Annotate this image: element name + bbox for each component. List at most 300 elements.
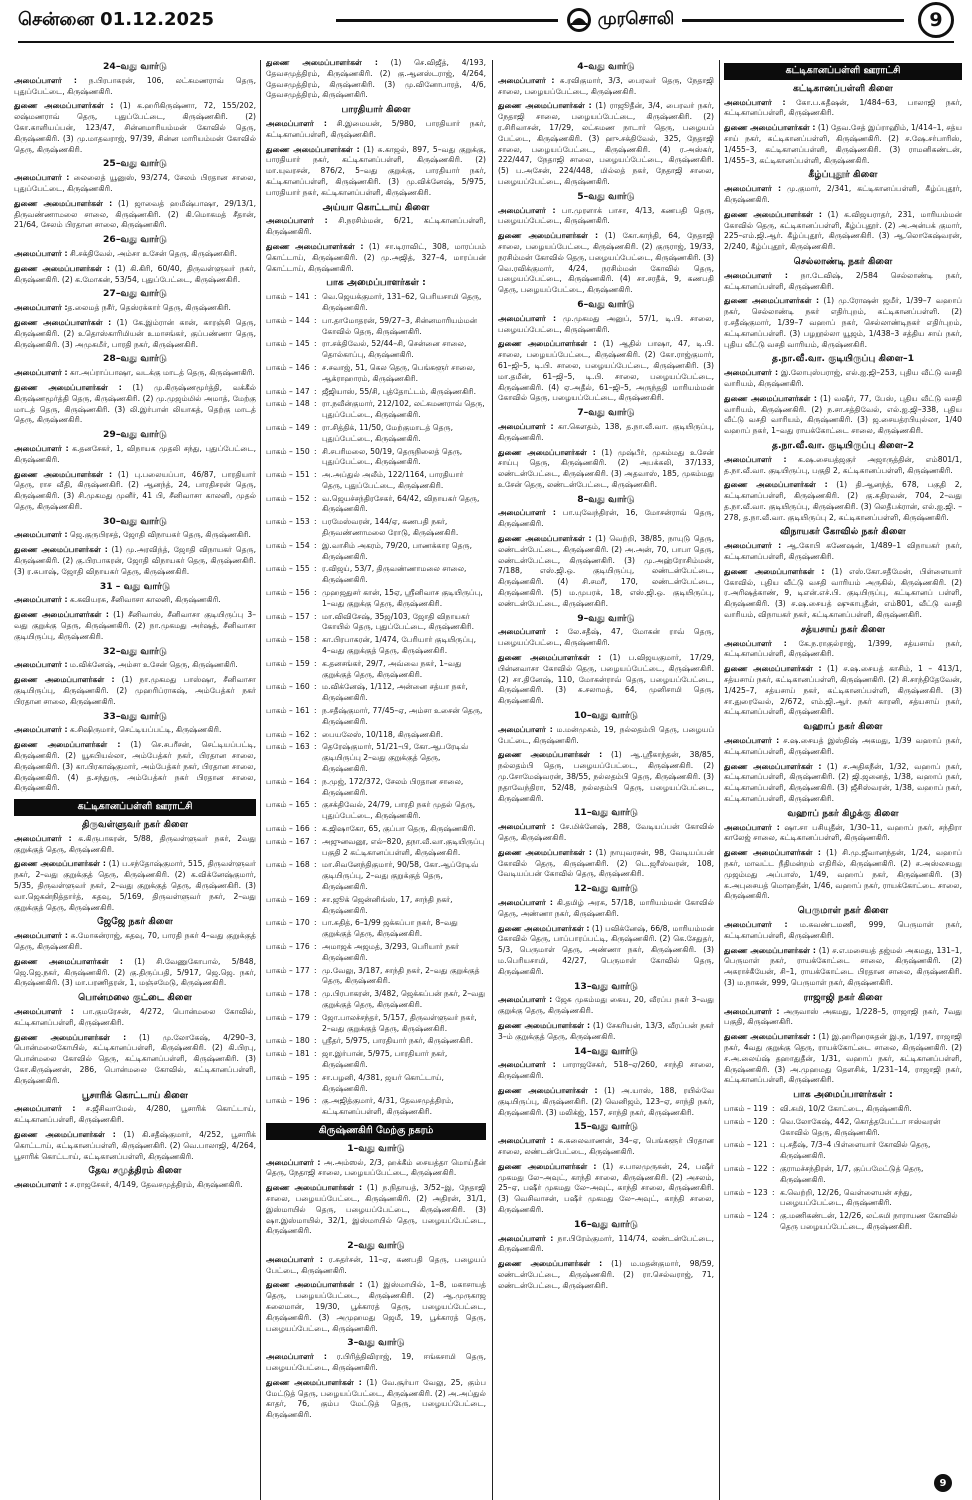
appointee-details: (1) ச.ஷ.சையத் காசிம், 1 – 413/1, சத்யசாய் நகர், கட்டிகானப்பள்ளி, கிருஷ்ணகிரி. (2) சி.சாந்திதேவேன், 1/425–7, சத்யசாய் நகர், கட்டிகானப்பள்ளி, கிருஷ்ணகிரி. (3) சா.துரைவேல், 2/672, எம்.ஜி.ஆர். நகர் காரனி, சத்யசாய் நகர், கட்டிகானப்பள்ளி, கிருஷ்ணகிரி. [724,664,962,717]
appointee-details: சி.நரசிம்மன், 6/21, கட்டிகானப்பள்ளி, கிருஷ்ணகிரி. [266,216,486,237]
booth-number: பாகம் – 170 [266,918,310,928]
booth-number: பாகம் – 169 [266,894,310,904]
booth-entry [266,730,486,741]
appointment-entry [14,725,256,736]
role-label: துணை அமைப்பாளர்கள் : [266,58,378,67]
role-label: அமைப்பாளர் : [724,368,779,378]
section-heading: வஹாப் நகர் கிழக்கு கிளை [787,807,899,819]
appointment-entry [498,822,714,844]
section-heading: 15–வது வார்டு [574,1121,638,1133]
appointment-entry [14,199,256,231]
booth-entry [724,1164,962,1186]
appointment-entry [498,627,714,649]
role-label: அமைப்பாளர் : [14,1180,68,1190]
booth-entry [266,942,486,964]
appointment-entry [724,98,962,120]
appointee-details: (1) கி.கிரி, 60/40, திருவள்ளுவர் நகர், கிருஷ்ணகிரி. (2) க.மோகன், 53/54, புதுப்பேட்டை, கிருஷ்ணகிரி. [14,263,256,284]
booth-organiser: சா.ஜூக் ஜென்னிங்ஸ், 17, சாந்தி நகர், கிருஷ்ணகிரி. [322,894,453,915]
booth-number: பாகம் – 123 [724,1187,768,1197]
appointee-details: (1) சேகரியன், 13/3, வீரப்பன் நகர் 3–ம் குறுக்குத் தெரு, கிருஷ்ணகிரி. [498,1020,714,1041]
booth-separator: : [314,564,317,574]
role-label: துணை அமைப்பாளர்கள் : [724,761,822,771]
booth-separator: : [314,1049,317,1059]
section-heading: 25–வது வார்டு [103,158,167,170]
booth-organiser: ர.விஜய், 53/7, திருவண்ணாமலை சாலை, கிருஷ்ணகிரி. [322,564,467,585]
booth-entry [266,635,486,657]
role-label: துணை அமைப்பாளர்கள் : [14,740,121,750]
booth-separator: : [772,1211,775,1221]
booth-separator: : [314,965,317,975]
role-label: அமைப்பாளர் : [498,421,554,431]
booth-organiser: ந.சதீஷ்குமார், 77/45–ஏ, அம்சா உசைன் தெரு, கிருஷ்ணகிரி. [322,706,483,726]
section-heading: வஹாப் நகர் கிளை [803,721,883,733]
role-label: அமைப்பாளர் : [724,822,780,832]
role-label: துணை அமைப்பாளர்கள் : [724,945,816,955]
role-label: அமைப்பாளர் : [724,541,782,551]
role-label: அமைப்பாளர் : [14,833,72,843]
appointee-details: (1) நாயுவரசன், 98, வேடியப்பன் கோவில் தெரு, கிருஷ்ணகிரி. (2) டெ.ஜரீஸ்வரன், 108, வேடியப்பன் கோவில் தெரு, கிருஷ்ணகிரி. [498,847,714,879]
appointee-details: (1) நா.முகமது பாஸ்ஷா, சீனிவாசா குடியிருப்பு, கிருஷ்ணகிரி. (2) முஹரிப்ராகஷ், அம்பேத்கர் நகர் பிரதான சாலை, கிருஷ்ணகிரி. [14,675,256,706]
role-label: அமைப்பாளர் : [498,508,556,518]
appointment-entry [14,101,256,155]
appointee-details: (1) ந.நிதாயத், 3/52–இ, நேதாஜி சாலை, பழையப்பேட்டை, கிருஷ்ணகிரி. (2) அதிரன், 31/1, இஸ்மாயில் தெரு, பழையப்பேட்டை, கிருஷ்ணகிரி. (3) ஷா.இஸ்மாயில், 32/1, இஸ்மாயில் தெரு, பழையப்பேட்டை, கிருஷ்ணகிரி. [266,1183,486,1236]
booth-entry [266,423,486,445]
appointee-details: (1) சு.காஜல், 897, 5–வது குறுக்கு, பாரதியார் நகர், கட்டிகானப்பள்ளி, கிருஷ்ணகிரி. (2) மா.யுவரசன், 876/2, 5–வது குறுக்கு, பாரதியார் நகர், கட்டிகானப்பள்ளி, கிருஷ்ணகிரி. (3) மு.விக்னேஷ், 5/975, பாரதியார் நகர், கட்டிகானப்பள்ளி, கிருஷ்ணகிரி. [266,144,486,197]
appointment-entry [498,422,714,444]
appointment-entry [14,303,256,314]
booth-entry [266,659,486,681]
booth-organiser: கா.பிரபாகரன், 1/474, பேரியார் குடியிருப்பு, 4–வது குறுக்குத் தெரு, கிருஷ்ணகிரி. [322,635,477,656]
appointment-entry [498,1086,714,1118]
role-label: அமைப்பாளர் : [14,368,68,378]
appointment-entry [266,1158,486,1180]
footer-page-number: 9 [934,1474,952,1492]
booth-entry [266,1013,486,1035]
appointee-details: சு.மோகன்ராஜ், கதவு, 70, பாரதி நகர் 4–வது குறுக்குத் தெரு, கிருஷ்ணகிரி. [14,931,256,951]
masthead-rule-left [336,19,558,22]
booth-organiser: அஜுனவனூ, எல்–820, தநா.வீ.வா.குடியிருப்பு பகுதி 2 கட்டிகானப்பள்ளி, கிருஷ்ணகிரி. [322,836,485,857]
role-label: துணை அமைப்பாளர்கள் : [14,101,114,111]
appointee-details: ஷா.சா பசியுதீன், 1/30–11, வஹாப் நகர், சந்திரா காலேஜ் சாலை, கட்டிகானப்பள்ளி, கிருஷ்ணகிரி. [724,822,962,843]
role-label: அமைப்பாளர் : [498,822,555,832]
appointee-details: ஜெ.குருபிரசத், ஜோதி விநாயகர் தெரு, கிருஷ்ணகிரி. [67,530,251,540]
role-label: அமைப்பாளர் : [14,303,68,313]
appointment-entry [14,470,256,513]
booth-number: பாகம் – 178 [266,989,310,999]
booth-organiser: வெ.ஜெயக்குமார், 131–62, பெரியசாமி தெரு, கிருஷ்ணகிரி. [322,292,482,312]
appointee-details: (1) ஆதில் பாஷா, 47, டி.பி. சாலை, பழையப்பேட்டை, கிருஷ்ணகிரி. (2) கோ.ராஜ்குமார், 61–ஜி–5, டி.பி. சாலை, பழையப்பேட்டை, கிருஷ்ணகிரி. (3) மா.தமீன், 61–ஜி–5, டி.பி. சாலை, பழையப்பேட்டை, கிருஷ்ணகிரி. (4) ஏ.அதீல், 61–ஜி–5, அருந்ததி மாரியம்மன் கோவில் தெரு, பழையப்பேட்டை, கிருஷ்ணகிரி. [498,339,714,403]
appointee-details: க.கவியரசு, சீனிவாசா காலனி, கிருஷ்ணகிரி. [67,595,221,605]
section-heading: 6–வது வார்டு [577,298,635,310]
booth-entry [724,1211,962,1233]
appointee-details: க.கிருபாகரன், 5/88, திருவள்ளுவர் நகர், 2வது குறுக்குத் தெரு, கிருஷ்ணகிரி. [14,833,256,854]
booth-separator: : [314,776,317,786]
booth-organiser: பையலேஸ், 10/118, கிருஷ்ணகிரி. [322,729,444,739]
booth-entry [266,494,486,516]
booth-organiser: பா.சுதித், 6–1/99 ஜக்கப்பா நகர், 8–வது குறுக்குத் தெரு, கிருஷ்ணகிரி. [322,918,458,939]
booth-number: பாகம் – 146 [266,362,310,372]
section-heading: 1–வது வார்டு [347,1142,405,1154]
appointment-entry [266,58,486,101]
appointee-details: ம.விக்னேஷ், அம்சா உசேன் தெரு, கிருஷ்ணகிரி. [67,660,238,670]
role-label: துணை அமைப்பாளர்கள் : [14,545,108,555]
role-label: அமைப்பாளர் : [266,1157,321,1167]
booth-separator: : [314,611,317,621]
booth-separator: : [314,918,317,928]
role-label: துணை அமைப்பாளர்கள் : [498,750,603,760]
section-heading: 32–வது வார்டு [103,645,167,657]
booth-entry [266,588,486,610]
role-label: துணை அமைப்பாளர்கள் : [724,664,822,674]
booth-number: பாகம் – 119 [724,1103,768,1113]
role-label: அமைப்பாளர் : [724,97,786,107]
booth-separator: : [314,588,317,598]
booth-number: பாகம் – 160 [266,682,310,692]
masthead [0,0,972,40]
booth-entry [266,292,486,314]
masthead-logo [566,7,675,33]
column-1 [14,58,256,1458]
appointee-details: அ.அம்ஸல், 2/3, ஹக்கீம் சையத்தா மொய்தீன் தெரு, நேதாஜி சாலை, பழையப்பேட்டை, கிருஷ்ணகிரி. [266,1157,486,1178]
role-label: அமைப்பாளர் : [266,1254,323,1264]
role-label: அமைப்பாளர் : [498,1136,554,1146]
appointment-entry [266,1378,486,1421]
role-label: அமைப்பாளர் : [14,173,70,183]
appointee-details: ஆ.கோபி கணேஷன், 1/489–1 விநாயகர் நகர், கட்டிகானப்பள்ளி, கிருஷ்ணகிரி. [724,541,962,562]
booth-separator: : [314,339,317,349]
booth-entry [266,742,486,774]
section-heading: பாரதியார் கிளை [341,104,411,116]
appointee-details: அருவாஸ் அகமது, 1/228–5, ராஜாஜி நகர், 7வது பகுதி, கிருஷ்ணகிரி. [724,1006,962,1027]
appointment-entry [724,920,962,942]
booth-separator: : [314,1072,317,1082]
role-label: அமைப்பாளர் : [498,205,556,215]
section-heading: 8–வது வார்டு [577,493,635,505]
booth-separator: : [314,729,317,739]
role-label: துணை அமைப்பாளர்கள் : [498,534,592,544]
role-label: அமைப்பாளர் : [498,75,555,85]
booth-entry [266,777,486,799]
section-heading: 29–வது வார்டு [103,429,167,441]
appointment-entry [498,508,714,530]
booth-separator: : [314,446,317,456]
masthead-rule-right [682,19,904,22]
role-label: அமைப்பாளர் : [724,1006,780,1016]
booth-organiser: வி.சுமி, 10/2 கோட்டை, கிருஷ்ணகிரி. [780,1103,912,1113]
role-label: துணை அமைப்பாளர்கள் : [14,956,123,966]
booth-number: பாகம் – 156 [266,588,310,598]
booth-organiser: ரா.சக்திவேல், 52/44–சி, சென்னை சாலை, தொல்காப்பு, கிருஷ்ணகிரி. [322,339,467,360]
appointee-details: (1) சி.வேணுகோபால், 5/848, ஜெ.ஜெ.நகர், கிருஷ்ணகிரி. (2) கு.திருப்பதி, 5/917, ஜெ.ஜெ. நகர், கிருஷ்ணகிரி. (3) மா.பரணிதரன், 1, மஞ்சமேடு, கிருஷ்ணகிரி. [14,956,256,988]
appointee-details: (1) முஷ்பீர், முகம்மது உசேன் சாய்பு தெரு, கிருஷ்ணகிரி. (2) அபக்சுலி, 37/133, லண்டன்பேட்டை, கிருஷ்ணகிரி. (3) அதவாஸ், 185, முகம்மது உசேன் தெரு, லண்டன்பேட்டை, கிருஷ்ணகிரி. [498,447,714,489]
appointee-details: (1) மு.லோகேஷ், 4/290–3, பொன்மலைகோயில், கட்டிகானப்பள்ளி, கிருஷ்ணகிரி. (2) கி.பிரபு, பொன்மலை கோவில் தெரு, கட்டிகானப்பள்ளி, கிருஷ்ணகிரி. (3) கோ.கிருஷ்ணன், 286, பொன்மலை கோவில், கட்டிகானப்பள்ளி, கிருஷ்ணகிரி. [14,1032,256,1085]
booth-separator: : [314,386,317,396]
appointment-entry [266,242,486,274]
appointee-details: சு.ரவிகுமார், 3/3, பைரவர் தெரு, நேதாஜி சாலை, பழையப்பேட்டை, கிருஷ்ணகிரி. [498,75,714,96]
role-label: அமைப்பாளர் : [724,919,788,929]
appointee-details: க.கலைவாணன், 34–ஏ, பெங்களூர் பிரதான சாலை, லண்டன்பேட்டை, கிருஷ்ணகிரி. [498,1136,714,1156]
booth-entry [266,682,486,704]
role-label: துணை அமைப்பாளர்கள் : [266,1377,362,1387]
appointee-details: (1) ப.சந்தோஷ்குமார், 515, திருவள்ளுவர் நகர், 2–வது குறுக்குத் தெரு, கிருஷ்ணகிரி. (2) க.விக்னேஷ்குமார், 5/35, திருவள்ளுவர் நகர், 2–வது குறுக்குத் தெரு, கிருஷ்ணகிரி. (3) வா.ஜெகன்நித்தார்த், கதவு, 5/169, திருவள்ளுவர் நகர், 2–வது குறுக்குத் தெரு, கிருஷ்ணகிரி. [14,859,256,912]
appointment-entry [498,1234,714,1256]
booth-entry [266,541,486,563]
appointee-details: சி.சக்திவேல், அம்சா உசேன் தெரு, கிருஷ்ணகிரி. [67,248,238,258]
booth-number: பாகம் – 166 [266,824,310,833]
role-label: துணை அமைப்பாளர்கள் : [724,209,822,219]
booth-number: பாகம் – 152 [266,493,310,503]
appointee-details: க.ஷ.சையத்ஜகுர் அஜாருத்தின், எம்801/1, த.நா.வீ.வா. குடியிருப்பு, பகுதி 2, கட்டிகானப்பள்ளி, கிருஷ்ணகிரி. [724,454,962,475]
column-divider [492,60,493,1500]
appointment-entry [724,123,962,166]
booth-number: பாகம் – 154 [266,540,310,550]
section-heading: 27–வது வார்டு [103,288,167,300]
booth-entry [266,1049,486,1071]
column-divider [719,60,720,1500]
appointee-details: (1) மு.கிருஷ்ணமூர்த்தி, வக்கீல் கிருஷ்ணமூர்த்தி தெரு, கிருஷ்ணகிரி. (2) மு.முஜம்மில் அமாத், மேற்கு மாடத் தெரு, கிருஷ்ணகிரி. (3) லி.இர்பான் லியாகத், தெற்கு மாடத் தெரு, கிருஷ்ணகிரி. [14,382,256,425]
column-3 [498,58,714,1458]
appointment-entry [498,995,714,1017]
appointee-details: (1) மு.அரவிந்த், ஜோதி விநாயகர் தெரு, கிருஷ்ணகிரி. (2) கு.பிரபாகரன், ஜோதி விநாயகர் தெரு, கிருஷ்ணகிரி. (3) ர.சுபாஷ், ஜோதி விநாயகர் தெரு, கிருஷ்ணகிரி. [14,545,256,576]
appointment-entry [724,394,962,437]
appointment-entry [14,383,256,426]
appointee-details: (1) தேவ.சேத் இப்ராஹிம், 1/414–1, சத்ய சாய் நகர், கட்டிகானப்பள்ளி, கிருஷ்ணகிரி. (2) ச.ஷே.சர்பாரிஸ், 1/455–3, கட்டிகானப்பள்ளி, கிருஷ்ணகிரி. (3) ராமனிகண்டன், 1/455–3, கட்டிகானப்பள்ளி, கிருஷ்ணகிரி. [724,123,962,165]
appointment-entry [14,660,256,671]
booth-entry [266,564,486,586]
appointee-details: (1) கோ.காந்தி, 64, நேதாஜி சாலை, பழையப்பேட்டை, கிருஷ்ணகிரி. (2) குருராஜ், 19/33, நரசிம்மன் கோவில் தெரு, பழையப்பேட்டை, கிருஷ்ணகிரி. (3) வெ.ரவிக்குமார், 4/24, நரசிம்மன் கோவில் தெரு, பழையப்பேட்டை, கிருஷ்ணகிரி. (4) சா.சரதீக், 9, கணபதி தெரு, பழையப்பேட்டை, கிருஷ்ணகிரி. [498,231,714,295]
appointee-details: கோ.ப.சுதீஷன், 1/484–63, பாலாஜி நகர், கட்டிகானப்பள்ளி, கிருஷ்ணகிரி. [724,97,962,118]
booth-entry [266,706,486,728]
booth-separator: : [314,399,317,409]
appointment-entry [14,859,256,913]
appointment-entry [14,444,256,466]
appointment-entry [498,750,714,804]
appointment-entry [14,957,256,989]
appointee-details: ம.மன்முகம், 19, நல்லதம்பி தெரு, பழையப் பேட்டை, கிருஷ்ணகிரி. [498,724,714,745]
role-label: அமைப்பாளர் : [498,313,556,323]
appointee-details: மு.முகமது அனுப், 57/1, டி.பி. சாலை, பழையப்பேட்டை, கிருஷ்ணகிரி. [498,313,714,334]
booth-entry [724,1188,962,1210]
section-heading: 31 – வது வார்டு [99,580,171,592]
booth-separator: : [314,800,317,810]
role-label: அமைப்பாளர் : [14,75,77,85]
section-heading: த.நா.வீ.வா. குடியிருப்பு கிளை–2 [772,439,914,451]
role-label: துணை அமைப்பாளர்கள் : [498,923,590,933]
booth-organiser: வெ.லோகேஷ், 442, கொத்தபேட்டா ஈஸ்வரன் கோவில் தெரு, கிருஷ்ணகிரி. [780,1116,941,1137]
appointment-entry [14,595,256,606]
role-label: துணை அமைப்பாளர்கள் : [498,101,592,111]
booth-number: பாகம் – 179 [266,1012,310,1022]
section-heading: கீழ்ப்புதூர் கிளை [808,169,878,181]
role-label: அமைப்பாளர் : [14,248,68,258]
appointee-details: ஜேசு முகம்மது கைய, 20, வீரப்ப நகர் 3–வது குறுக்கு தெரு, கிருஷ்ணகிரி. [498,995,714,1016]
booth-separator: : [314,706,317,716]
section-heading: 2–வது வார்டு [347,1240,405,1252]
section-heading: தேவ சமுத்திரம் கிளை [88,1165,182,1177]
booth-separator: : [772,1163,775,1173]
booth-organiser: மா.சிவனேந்திகுமார், 90/58, கோ.ஆப்ரேடிவ் குடியிருப்பு, 2–வது குறுக்குத் தெரு, கிருஷ்ணகிரி. [322,860,479,891]
column-2 [266,58,486,1458]
role-label: துணை அமைப்பாளர்கள் : [266,1183,363,1193]
appointment-entry [498,339,714,404]
appointee-details: பா.முரளாக் பாசா, 4/13, கணபதி தெரு, பழையப்பேட்டை, கிருஷ்ணகிரி. [498,205,714,226]
appointment-entry [14,1007,256,1029]
appointment-entry [724,848,962,902]
appointee-details: (1) கி.சதீஷ்குமார், 4/252, பூசாரிக் கொட்டாய், கட்டிகானப்பள்ளி, கிருஷ்ணகிரி. (2) வெ.பாலாஜி, 4/264, பூசாரிக் கொட்டாய், கட்டிகானப்பள்ளி, கிருஷ்ணகிரி. [14,1129,256,1161]
appointment-entry [14,931,256,953]
appointment-entry [498,1060,714,1082]
section-heading: 5–வது வார்டு [577,190,635,202]
role-label: அமைப்பாளர் : [14,595,68,605]
appointment-entry [498,1162,714,1216]
booth-separator: : [314,635,317,645]
role-label: அமைப்பாளர் : [266,118,327,128]
section-heading: 26–வது வார்டு [103,234,167,246]
booth-number: பாகம் – 196 [266,1096,310,1106]
appointment-entry [266,145,486,199]
appointment-entry [498,448,714,491]
booth-number: பாகம் – 145 [266,339,310,349]
section-heading: சத்யசாய் நகர் கிளை [800,623,886,635]
booth-separator: : [314,470,317,480]
section-heading: கட்டிகானப்பள்ளி கிளை [793,82,893,94]
appointee-details: ச.ஷ.சையத் இஸ்திஷ் அகமது, 1/39 வஹாப் நகர், கட்டிகானப்பள்ளி, கிருஷ்ணகிரி. [724,736,962,756]
role-label: அமைப்பாளர் : [498,995,553,1005]
role-label: துணை அமைப்பாளர்கள் : [266,1280,363,1290]
appointment-entry [14,173,256,195]
booth-separator: : [314,1096,317,1106]
role-label: துணை அமைப்பாளர்கள் : [14,382,122,392]
booth-organiser: தெரேஷ்குமார், 51/21–பி, கோ.ஆபரேடிவ் குடியிருப்பு 2–வது குறுக்குத் தெரு, கிருஷ்ணகிரி. [322,742,469,774]
booth-entry [266,800,486,822]
role-label: அமைப்பாளர் : [14,443,69,453]
appointee-details: (1) செ.விஜீத், 4/193, தேவசமுத்திரம், கிருஷ்ணகிரி. (2) கு.ஆனஸ்டராஜ், 4/264, தேவசமுத்திரம், கிருஷ்ணகிரி. (3) மு.வினோபாரத், 4/6, தேவசமுத்திரம், கிருஷ்ணகிரி. [266,58,486,100]
section-heading: விநாயகர் கோவில் நகர் கிளை [780,526,906,538]
appointee-details: லைலைத் யூனுஸ், 93/274, சேலம் பிரதான சாலை, புதுப்பேட்டை, கிருஷ்ணகிரி. [14,173,256,193]
appointee-details: ம.சுவண்டமணி, 999, பெருமாள் நகர், கட்டிகானப்பள்ளி, கிருஷ்ணகிரி. [724,919,962,940]
appointment-entry [498,314,714,336]
booth-entry [266,860,486,892]
booth-entry [266,387,486,398]
appointment-entry [14,368,256,379]
section-heading: 33–வது வார்டு [103,710,167,722]
appointee-details: (1) எஸ்.கோ.சதீமேன், பிள்ளையார் கோவில், புதிய வீட்டு வசதி வாரியம் அருகில், கிருஷ்ணகிரி. (2) ர.அரிஷத்காண், 9, டிஎன்.எச்.பி. குடியிருப்பு, கட்டிகானப் பள்ளி, கிருஷ்ணகிரி. (3) ச.ஷ.சையத் ஷுகாபுதீன், எம்801, வீட்டு வசதி வாரியம், விநாயகர் நகர், கட்டிகானப்பள்ளி, கிருஷ்ணகிரி. [724,566,962,620]
appointment-entry [14,610,256,642]
section-heading: பெருமாள் நகர் கிளை [797,905,889,917]
booth-separator: : [314,941,317,951]
booth-organiser: கு.அஜித்குமார், 4/31, தேவசமுத்திரம், கட்டிகானப்பள்ளி, கிருஷ்ணகிரி. [322,1096,454,1117]
appointment-entry [266,1352,486,1374]
role-label: அமைப்பாளர் : [498,897,553,907]
section-heading: 9–வது வார்டு [577,612,635,624]
role-label: துணை அமைப்பாளர்கள் : [498,231,599,241]
appointee-details: (1) சீனிவாஸ், சீனிவாசா குடியிருப்பு 3–வது குறுக்கு தெரு, கிருஷ்ணகிரி. (2) நா.முகமது அர்ஷத், சீனிவாசா குடியிருப்பு, கிருஷ்ணகிரி. [14,610,256,641]
booth-organiser: மா.விவிசேஷ், 35ஜ/103, ஜோதி விநாயகர் கோயில் தெரு, புதுப்பேட்டை, கிருஷ்ணகிரி. [322,611,475,632]
booth-number: பாகம் – 165 [266,800,310,810]
booth-number: பாகம் – 159 [266,658,310,668]
booth-organiser: அமாஜக் அஜமத், 3/293, பெரியார் நகர் கிருஷ்ணகிரி. [322,941,460,962]
booth-separator: : [314,362,317,372]
booth-separator: : [772,1140,775,1150]
role-label: துணை அமைப்பாளர்கள் : [14,1129,116,1139]
booth-number: பாகம் – 195 [266,1072,310,1082]
role-label: துணை அமைப்பாளர்கள் : [724,123,816,133]
booth-separator: : [314,422,317,432]
appointment-entry [498,924,714,978]
section-heading: 13–வது வார்டு [574,980,638,992]
section-heading: 16–வது வார்டு [574,1218,638,1230]
role-label: துணை அமைப்பாளர்கள் : [266,241,364,251]
section-heading: பாக அமைப்பாளர்கள் : [326,277,426,289]
booth-organiser: அ.அப்துல் அலீம், 122/1164, பாரதியார் தெரு, புதுப்பேட்டை, கிருஷ்ணகிரி. [322,470,464,490]
role-label: துணை அமைப்பாளர்கள் : [266,144,360,154]
appointment-entry [14,530,256,541]
booth-separator: : [314,894,317,904]
booth-organiser: குராமச்சந்திரன், 1/7, குப்பமேட்டுத் தெரு, கிருஷ்ணகிரி. [780,1163,924,1184]
booth-number: பாகம் – 149 [266,422,310,432]
booth-organiser: ச.சவாஜ், 51, கெல தெரு, பெங்களூர் சாலை, ஆக்ராஹாரம், கிருஷ்ணகிரி. [322,362,476,383]
booth-organiser: ம.விக்னேஷ், 1/112, அன்னை சத்யா நகர், கிருஷ்ணகிரி. [322,682,468,703]
appointment-entry [498,725,714,747]
booth-number: பாகம் – 144 [266,315,310,325]
appointee-details: ச.ஜீசிவாமேல், 4/280, பூசாரிக் கொட்டாய், கட்டிகானப்பள்ளி, கிருஷ்ணகிரி. [14,1104,256,1125]
section-heading: 3–வது வார்டு [347,1337,405,1349]
section-heading: பொன்மலை குட்டை கிளை [78,992,192,1004]
booth-organiser: இ.வாசிம் அகரம், 79/20, பாணக்கார தெரு, கிருஷ்ணகிரி. [322,540,472,561]
appointee-details: (1) ம.மதன்குமார், 98/59, லண்டன்பேட்டை, கிருஷ்ணகிரி. (2) ரா.செல்வராஜ், 71, லண்டன்பேட்டை, கிருஷ்ணகிரி. [498,1259,714,1290]
appointee-details: சே.மிக்னேஷ், 288, வேடியப்பன் கோவில் தெரு, கிருஷ்ணகிரி. [498,822,714,842]
appointment-entry [724,1007,962,1029]
booth-entry [266,399,486,421]
appointment-entry [724,271,962,293]
booth-number: பாகம் – 168 [266,860,310,870]
appointment-entry [266,1183,486,1237]
booth-separator: : [314,292,317,302]
appointment-entry [14,318,256,350]
section-heading: 10–வது வார்டு [574,710,638,722]
role-label: துணை அமைப்பாளர்கள் : [724,296,820,306]
booth-number: பாகம் – 124 [724,1211,768,1221]
booth-entry [266,470,486,492]
role-label: துணை அமைப்பாளர்கள் : [14,610,109,620]
role-label: அமைப்பாளர் : [498,724,553,734]
booth-organiser: பரமேஸ்வரன், 144/ஏ, கணபதி நகர், திருவண்ணாமலை ரோடு, கிருஷ்ணகிரி. [322,517,459,538]
appointee-details: (1) ஆ.ஸ்ரீகாந்தன், 38/85, நல்லதம்பி தெரு, பழையப்பேட்டை, கிருஷ்ணகிரி. (2) மு.சோமேஷ்வரன், 38/55, நல்லதம்பி தெரு, கிருஷ்ணகிரி. (3) நதாவேந்திரா, 52/48, நல்லதம்பி தெரு, பழையப்பேட்டை, கிருஷ்ணகிரி. [498,750,714,803]
appointee-details: இ.லோபுஸ்பராஜ், எல்.ஐ.ஜி–253, புதிய வீட்டு வசதி வாரியம், கிருஷ்ணகிரி. [724,368,962,388]
booth-entry [266,316,486,338]
appointment-entry [14,545,256,577]
booth-separator: : [772,1103,775,1113]
role-label: துணை அமைப்பாளர்கள் : [498,847,592,857]
appointee-details: (1) வே.சூர்யா வேலு, 25, கும்ப மேட்டுத் தெரு, பழையப்பேட்டை, கிருஷ்ணகிரி. (2) அ.அப்துல் காதர், 76, கும்ப மேட்டுத் தெரு, பழையப்பேட்டை, கிருஷ்ணகிரி. [266,1377,486,1420]
role-label: அமைப்பாளர் : [724,184,782,194]
column-4 [724,58,962,1458]
role-label: அமைப்பாளர் : [266,216,328,226]
role-label: அமைப்பாளர் : [14,725,68,735]
appointee-details: (1) ப.விஜயகுமார், 17/29, பின்னவாசா கோவில் தெரு, பழையப்பேட்டை, கிருஷ்ணகிரி. (2) சா.தினேஷ், 110, மோகன்ராவ் தெரு, பழையப்பேட்டை, கிருஷ்ணகிரி. (3) சு.சலாமத், 64, முனிசாமி தெரு, கிருஷ்ணகிரி. [498,653,714,706]
booth-entry [266,966,486,988]
booth-entry [266,918,486,940]
booth-number: பாகம் – 163 [266,742,310,752]
section-banner: கட்டிகானப்பள்ளி ஊராட்சி [14,799,256,816]
role-label: அமைப்பாளர் : [498,627,559,637]
appointment-entry [724,736,962,758]
appointment-entry [498,76,714,98]
role-label: அமைப்பாளர் : [724,270,788,280]
booth-number: பாகம் – 161 [266,706,310,716]
booth-entry [266,895,486,917]
section-heading: த.நா.வீ.வா. குடியிருப்பு கிளை–1 [772,353,914,365]
